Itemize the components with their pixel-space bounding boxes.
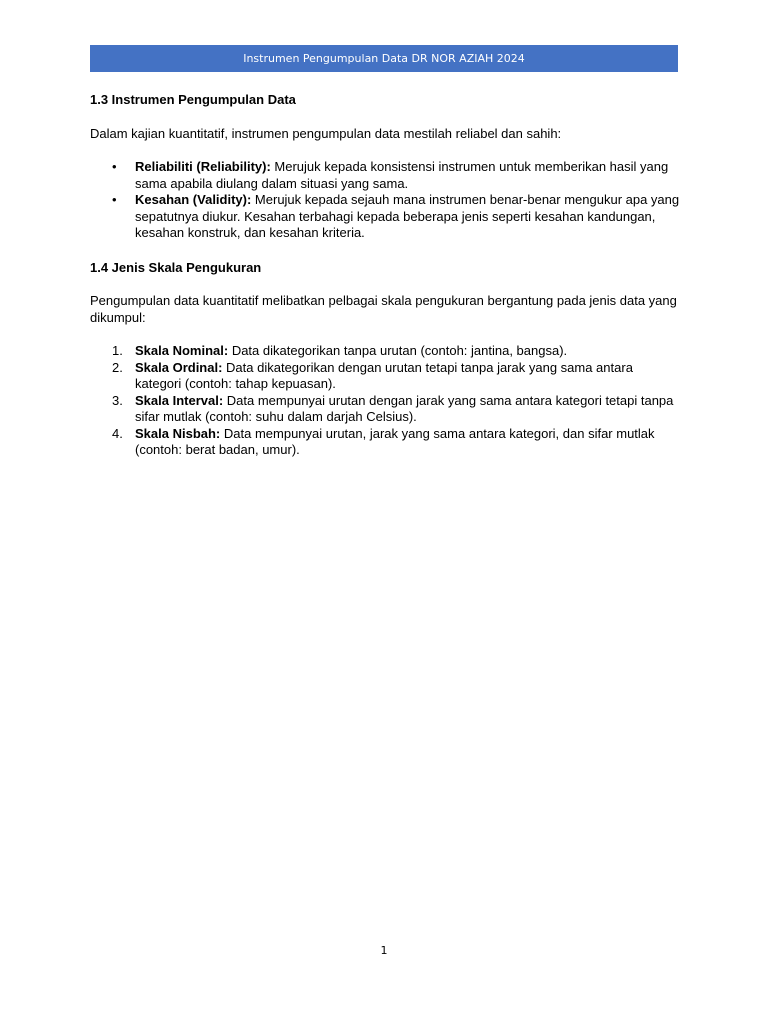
term-interval: Skala Interval: [135, 392, 224, 408]
term-validity: Kesahan (Validity): [135, 192, 252, 207]
section-heading-1-3: 1.3 Instrumen Pengumpulan Data [90, 92, 296, 107]
section-intro-1-4: Pengumpulan data kuantitatif melibatkan pelbagai skala pengukuran bergantung pada jenis data yang dikumpul: [90, 293, 677, 325]
list-number: 2. [112, 359, 123, 375]
list-item [90, 360, 680, 393]
list-item [90, 192, 680, 242]
section-intro-1-3: Dalam kajian kuantitatif, instrumen pengumpulan data mestilah reliabel dan sahih: [90, 125, 562, 141]
list-item [90, 393, 680, 426]
term-ordinal: Skala Ordinal: [135, 359, 223, 375]
list-number: 1. [112, 343, 123, 358]
definition-text: Data mempunyai urutan, jarak yang sama antara kategori, dan sifar mutlak (contoh: berat badan, umur). [135, 425, 655, 457]
bullet-marker: • [112, 159, 117, 174]
document-header [90, 45, 678, 72]
definition-text: Data mempunyai urutan dengan jarak yang sama antara kategori tetapi tanpa sifar mutlak (contoh: suhu dalam darjah Celsius). [135, 392, 674, 424]
bullet-marker: • [112, 192, 117, 207]
document-body [90, 92, 680, 459]
definition-text: Data dikategorikan tanpa urutan (contoh: jantina, bangsa). [228, 343, 568, 358]
list-item [90, 159, 680, 192]
list-item [90, 426, 680, 459]
numbered-list [90, 343, 680, 459]
list-number: 3. [112, 392, 123, 408]
bullet-list [90, 159, 680, 242]
page-number: 1 [380, 944, 388, 957]
definition-text: Merujuk kepada konsistensi instrumen untuk memberikan hasil yang sama apabila diulang dalam situasi yang sama. [135, 159, 669, 191]
section-heading-1-4: 1.4 Jenis Skala Pengukuran [90, 259, 262, 275]
header-title: Instrumen Pengumpulan Data DR NOR AZIAH 2024 [243, 52, 525, 65]
list-number: 4. [112, 425, 123, 441]
term-reliability: Reliabiliti (Reliability): [135, 159, 271, 174]
term-ratio: Skala Nisbah: [135, 425, 221, 441]
term-nominal: Skala Nominal: [135, 343, 229, 358]
definition-text: Merujuk kepada sejauh mana instrumen benar-benar mengukur apa yang sepatutnya diukur. Kesahan terbahagi kepada beberapa jenis seperti kesahan kandungan, kesahan konstruk, dan kesahan kriteria. [135, 192, 680, 240]
definition-text: Data dikategorikan dengan urutan tetapi tanpa jarak yang sama antara kategori (contoh: tahap kepuasan). [135, 359, 633, 391]
list-item [90, 343, 680, 360]
